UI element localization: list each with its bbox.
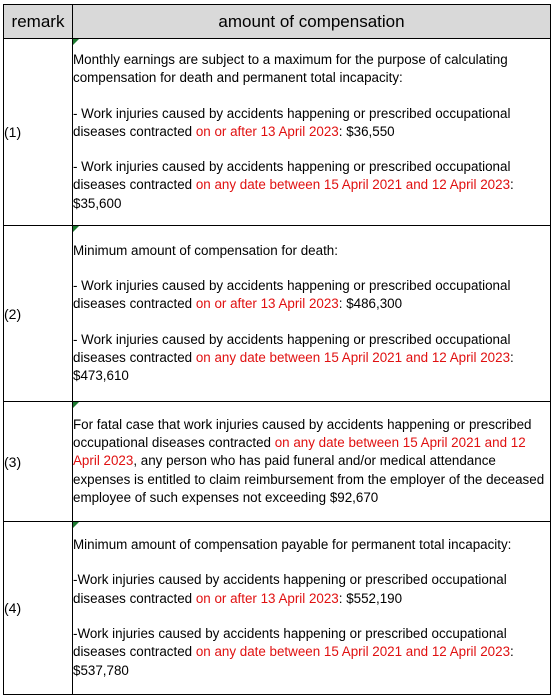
item-text (73, 105, 550, 142)
item-text (73, 331, 550, 386)
item-prefix: - Work injuries caused by accidents happening or prescribed occupational diseases contracted (73, 159, 511, 193)
item-text (73, 625, 550, 680)
date-range: on any date between 15 April 2021 and 12 April 2023 (195, 349, 511, 365)
date-range: on any date between 15 April 2021 and 12 April 2023 (195, 644, 511, 660)
amount-cell (73, 226, 551, 402)
amount-value: : $537,780 (73, 644, 514, 678)
date-range: on any date between 15 April 2021 and 12 April 2023 (73, 435, 526, 469)
cell-marker-icon (73, 522, 79, 528)
table-header-row (4, 5, 551, 39)
amount-cell (73, 522, 551, 695)
table-row (4, 522, 551, 695)
table-row (4, 39, 551, 226)
remark-label: (2) (4, 305, 22, 322)
item-text (73, 277, 550, 314)
date-range: on or after 13 April 2023 (195, 590, 339, 606)
date-range: on or after 13 April 2023 (195, 123, 339, 139)
date-range: on any date between 15 April 2021 and 12 April 2023 (195, 177, 511, 193)
item-prefix: - Work injuries caused by accidents happening or prescribed occupational diseases contracted (73, 277, 511, 312)
intro-text: Monthly earnings are subject to a maximum for the purpose of calculating compensation for death and permanent total incapacity: (73, 51, 508, 86)
item-prefix: -Work injuries caused by accidents happening or prescribed occupational diseases contracted (73, 572, 507, 606)
amount-cell (73, 39, 551, 226)
item-text (73, 416, 550, 507)
item-prefix: -Work injuries caused by accidents happening or prescribed occupational diseases contracted (73, 626, 507, 660)
item-text (73, 158, 550, 213)
table-row (4, 226, 551, 402)
compensation-table (3, 4, 551, 695)
cell-marker-icon (73, 39, 79, 45)
cell-marker-icon (73, 226, 79, 232)
amount-value: : $486,300 (338, 296, 403, 312)
remark-cell (4, 522, 73, 695)
intro-text: Minimum amount of compensation for death: (73, 242, 338, 258)
item-prefix: - Work injuries caused by accidents happening or prescribed occupational diseases contracted (73, 331, 511, 365)
header-amount: amount of compensation (73, 5, 551, 39)
remark-label: (4) (4, 600, 22, 616)
item-suffix: , any person who has paid funeral and/or medical attendance expenses is entitled to claim reimbursement from the employer of the deceased employee of such expenses not exceeding $92,670 (73, 453, 545, 505)
intro-text: Minimum amount of compensation payable for permanent total incapacity: (73, 537, 512, 553)
amount-value: : $552,190 (338, 590, 403, 606)
remark-cell (4, 402, 73, 522)
amount-value: : $36,550 (338, 123, 395, 139)
item-prefix: For fatal case that work injuries caused by accidents happening or prescribed occupational diseases contracted (73, 416, 532, 451)
remark-cell (4, 226, 73, 402)
remark-label: (3) (4, 453, 22, 470)
cell-marker-icon (73, 402, 79, 408)
item-prefix: - Work injuries caused by accidents happening or prescribed occupational diseases contracted (73, 105, 511, 139)
amount-value: : $473,610 (73, 349, 514, 384)
item-text (73, 571, 550, 608)
date-range: on or after 13 April 2023 (195, 296, 339, 312)
amount-value: : $35,600 (73, 177, 514, 211)
table-row (4, 402, 551, 522)
remark-label: (1) (4, 124, 22, 140)
remark-cell (4, 39, 73, 226)
header-remark: remark (4, 5, 73, 39)
amount-cell (73, 402, 551, 522)
